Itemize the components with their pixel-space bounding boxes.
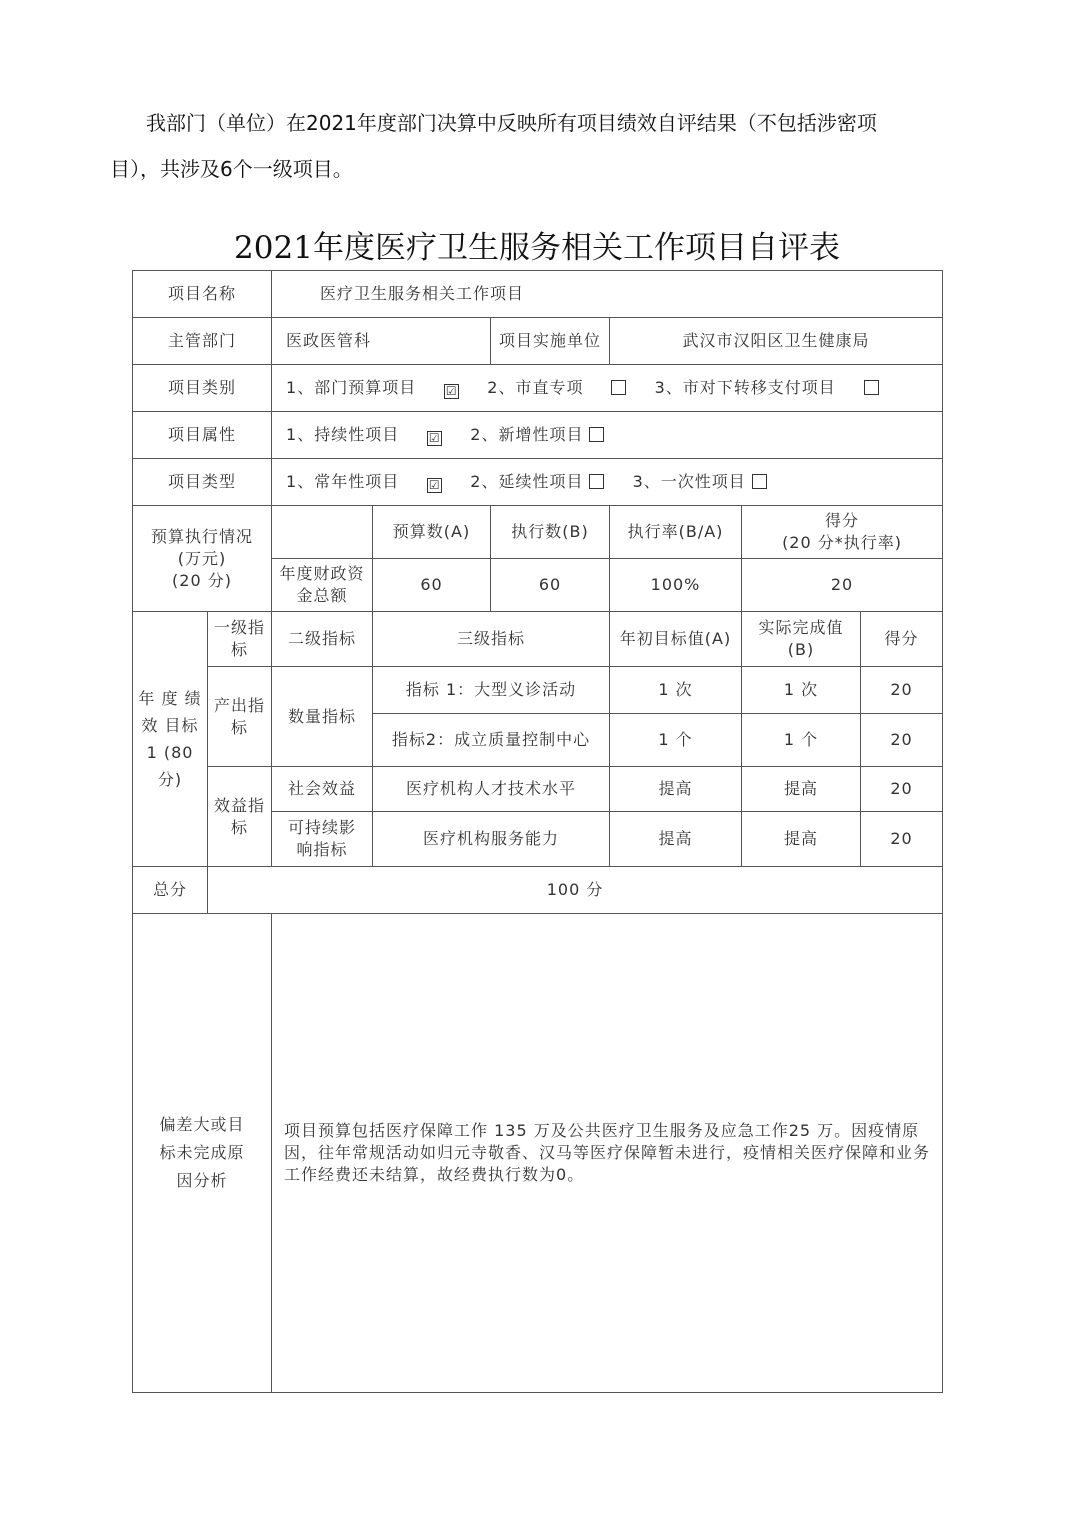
- category-option-2: 2、市直专项: [487, 378, 584, 397]
- project-name-value: 医疗卫生服务相关工作项目: [272, 271, 943, 318]
- perf-target: 1 个: [610, 714, 742, 767]
- quantity-indicator-label: 数量指标: [272, 667, 373, 767]
- perf-row: [133, 667, 943, 714]
- checkbox[interactable]: [864, 380, 879, 395]
- perf-level3: 指标2：成立质量控制中心: [373, 714, 610, 767]
- total-value: 100 分: [208, 867, 943, 914]
- attr-options: [272, 412, 943, 459]
- perf-h-score: 得分: [861, 612, 943, 667]
- project-name-label: 项目名称: [133, 271, 272, 318]
- attr-option-1: 1、持续性项目: [286, 425, 400, 444]
- checkbox[interactable]: [589, 427, 604, 442]
- perf-actual: 1 次: [742, 667, 861, 714]
- checkbox[interactable]: [589, 474, 604, 489]
- checkbox[interactable]: [752, 474, 767, 489]
- dept-label: 主管部门: [133, 318, 272, 365]
- perf-h-target: 年初目标值(A): [610, 612, 742, 667]
- exec-value: 60: [491, 559, 610, 612]
- perf-h-actual: 实际完成值(B): [742, 612, 861, 667]
- type-label: 项目类型: [133, 459, 272, 506]
- row-budget-header: [133, 506, 943, 559]
- row-department: [133, 318, 943, 365]
- row-attribute: [133, 412, 943, 459]
- budget-label: 预算执行情况 (万元) (20 分): [133, 506, 272, 612]
- perf-actual: 提高: [742, 767, 861, 812]
- analysis-text: 项目预算包括医疗保障工作 135 万及公共医疗卫生服务及应急工作25 万。因疫情原因，往年常规活动如归元寺敬香、汉马等医疗保障暂未进行，疫情相关医疗保障和业务工作经费还未结算，故经费执行数为0。: [272, 914, 943, 1393]
- row-type: [133, 459, 943, 506]
- perf-score: 20: [861, 812, 943, 867]
- checkbox-checked[interactable]: ☑: [445, 384, 458, 398]
- type-option-1: 1、常年性项目: [286, 472, 400, 491]
- perf-level2: 可持续影响指标: [272, 812, 373, 867]
- dept-value: 医政医管科: [272, 318, 491, 365]
- benefit-indicator-label: 效益指标: [208, 767, 272, 867]
- perf-target: 提高: [610, 767, 742, 812]
- type-option-3: 3、一次性项目: [632, 472, 746, 491]
- budget-col-rate: 执行率(B/A): [610, 506, 742, 559]
- perf-h-level3: 三级指标: [373, 612, 610, 667]
- perf-score: 20: [861, 714, 943, 767]
- category-option-3: 3、市对下转移支付项目: [654, 378, 836, 397]
- checkbox-checked[interactable]: ☑: [428, 431, 441, 445]
- analysis-label: 偏差大或目标未完成原因分析: [133, 914, 272, 1393]
- perf-level3: 指标 1：大型义诊活动: [373, 667, 610, 714]
- perf-actual: 提高: [742, 812, 861, 867]
- perf-target: 提高: [610, 812, 742, 867]
- category-options: [272, 365, 943, 412]
- perf-level3: 医疗机构服务能力: [373, 812, 610, 867]
- output-indicator-label: 产出指标: [208, 667, 272, 767]
- evaluation-table: [132, 270, 943, 1393]
- type-options: [272, 459, 943, 506]
- row-perf-header: [133, 612, 943, 667]
- category-label: 项目类别: [133, 365, 272, 412]
- intro-line-2: 目），共涉及6个一级项目。: [110, 157, 353, 181]
- budget-col-score: 得分 (20 分*执行率): [742, 506, 943, 559]
- row-project-name: [133, 271, 943, 318]
- budget-value: 60: [373, 559, 491, 612]
- perf-score: 20: [861, 667, 943, 714]
- checkbox[interactable]: [611, 380, 626, 395]
- perf-level2: 社会效益: [272, 767, 373, 812]
- checkbox-checked[interactable]: ☑: [428, 478, 441, 492]
- perf-h-level1: 一级指标: [208, 612, 272, 667]
- attr-option-2: 2、新增性项目: [470, 425, 584, 444]
- intro-line-1: 我部门（单位）在2021年度部门决算中反映所有项目绩效自评结果（不包括涉密项: [146, 111, 877, 135]
- total-label: 总分: [133, 867, 208, 914]
- budget-empty-cell: [272, 506, 373, 559]
- attr-label: 项目属性: [133, 412, 272, 459]
- perf-level3: 医疗机构人才技术水平: [373, 767, 610, 812]
- perf-group-label: 年 度 绩 效 目标1 (80 分): [133, 612, 208, 867]
- budget-col-b: 执行数(B): [491, 506, 610, 559]
- perf-actual: 1 个: [742, 714, 861, 767]
- perf-row: [133, 767, 943, 812]
- unit-label: 项目实施单位: [491, 318, 610, 365]
- perf-target: 1 次: [610, 667, 742, 714]
- perf-score: 20: [861, 767, 943, 812]
- row-total: [133, 867, 943, 914]
- perf-h-level2: 二级指标: [272, 612, 373, 667]
- row-category: [133, 365, 943, 412]
- rate-value: 100%: [610, 559, 742, 612]
- unit-value: 武汉市汉阳区卫生健康局: [610, 318, 943, 365]
- page-title: 2021年度医疗卫生服务相关工作项目自评表: [234, 230, 840, 266]
- row-analysis: [133, 914, 943, 1393]
- category-option-1: 1、部门预算项目: [286, 378, 417, 397]
- score-value: 20: [742, 559, 943, 612]
- type-option-2: 2、延续性项目: [470, 472, 584, 491]
- budget-row-label: 年度财政资金总额: [272, 559, 373, 612]
- budget-col-a: 预算数(A): [373, 506, 491, 559]
- intro-paragraph: [110, 100, 950, 192]
